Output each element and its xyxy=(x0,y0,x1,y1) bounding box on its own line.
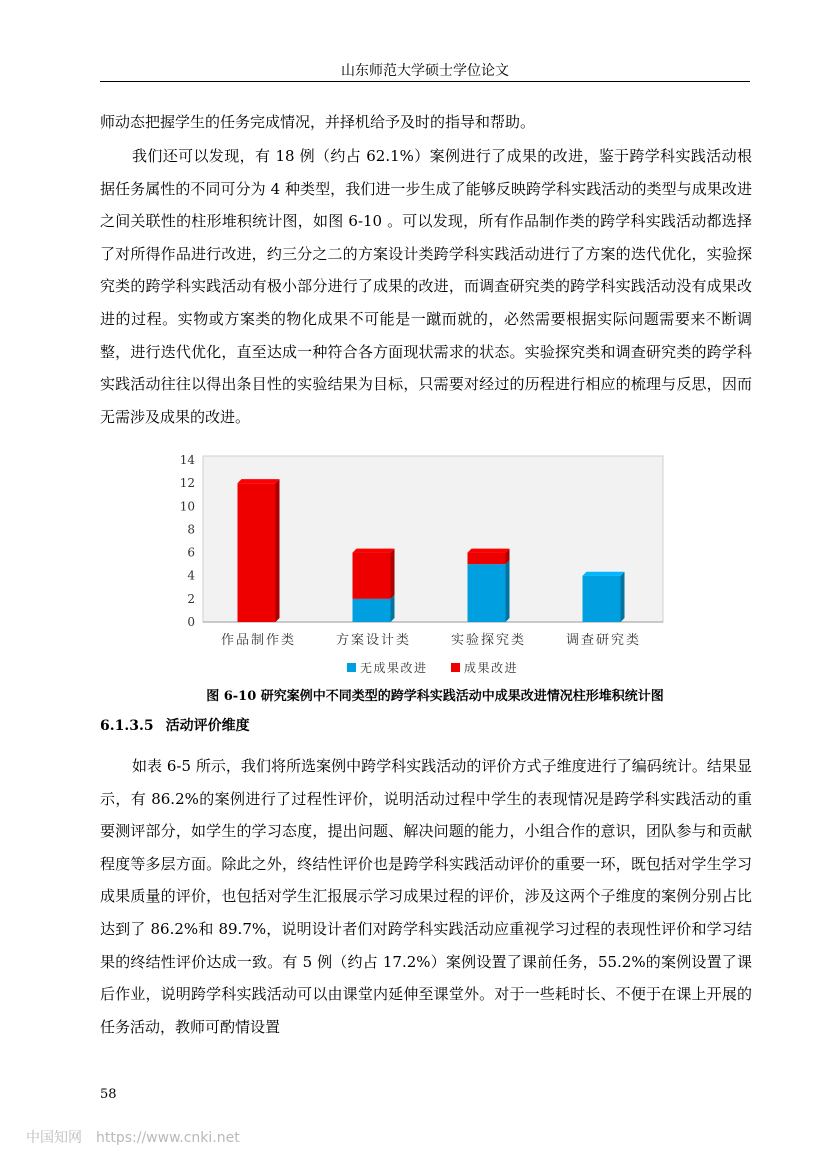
paragraph-2: 我们还可以发现，有 18 例（约占 62.1%）案例进行了成果的改进，鉴于跨学科实践活动根据任务属性的不同可分为 4 种类型，我们进一步生成了能够反映跨学科实践活动的类型与成果改进之间关联性的柱形堆积统计图，如图 6-10 。可以发现，所有作品制作类的跨学科实践活动都选择了对所得作品进行改进，约三分之二的方案设计类跨学科实践活动进行了方案的迭代优化，实验探究类的跨学科实践活动有极小部分进行了成果的改进，而调查研究类的跨学科实践活动没有成果改进的过程。实物或方案类的物化成果不可能是一蹴而就的，必然需要根据实际问题需要来不断调整，进行迭代优化，直至达成一种符合各方面现状需求的状态。实验探究类和调查研究类的跨学科实践活动往往以得出条目性的实验结果为目标，只需要对经过的历程进行相应的梳理与反思，因而无需涉及成果的改进。 xyxy=(100,147,752,426)
bar-segment-side xyxy=(391,549,395,599)
bar-segment xyxy=(353,599,391,622)
page-number: 58 xyxy=(100,1087,117,1102)
y-tick-label: 2 xyxy=(187,591,195,606)
y-tick-label: 14 xyxy=(179,453,195,467)
bar-segment xyxy=(468,553,506,565)
bar-segment-top xyxy=(238,479,280,483)
paragraph-3: 如表 6-5 所示，我们将所选案例中跨学科实践活动的评价方式子维度进行了编码统计。结果显示，有 86.2%的案例进行了过程性评价，说明活动过程中学生的表现情况是跨学科实践活动的重要测评部分，如学生的学习态度，提出问题、解决问题的能力，小组合作的意识，团队参与和贡献程度等多层方面。除此之外，终结性评价也是跨学科实践活动评价的重要一环，既包括对学生学习成果质量的评价，也包括对学生汇报展示学习成果过程的评价，涉及这两个子维度的案例分别占比达到了 86.2%和 89.7%，说明设计者们对跨学科实践活动应重视学习过程的表现性评价和学习结果的终结性评价达成一致。有 5 例（约占 17.2%）案例设置了课前任务，55.2%的案例设置了课后作业，说明跨学科实践活动可以由课堂内延伸至课堂外。对于一些耗时长、不便于在课上开展的任务活动，教师可酌情设置 xyxy=(100,757,752,1036)
section-heading xyxy=(100,716,250,736)
bar-segment-side xyxy=(276,479,280,622)
x-tick-label: 实验探究类 xyxy=(450,633,527,648)
bar-segment-side xyxy=(391,595,395,622)
legend-label: 成果改进 xyxy=(464,661,519,675)
figure-caption: 图 6-10 研究案例中不同类型的跨学科实践活动中成果改进情况柱形堆积统计图 xyxy=(206,689,664,704)
bar-segment xyxy=(583,576,621,622)
bar-segment xyxy=(468,564,506,622)
bar-segment-top xyxy=(353,549,395,553)
watermark-brand: 中国知网 xyxy=(26,1130,82,1146)
x-tick-label: 方案设计类 xyxy=(335,633,412,648)
legend-swatch xyxy=(347,663,356,672)
paragraph-1: 师动态把握学生的任务完成情况，并择机给予及时的指导和帮助。 xyxy=(100,113,536,131)
y-tick-label: 12 xyxy=(179,476,195,491)
y-tick-label: 0 xyxy=(187,615,195,629)
bar-segment-side xyxy=(621,572,625,622)
y-tick-label: 10 xyxy=(179,499,195,514)
legend xyxy=(347,660,518,675)
y-tick-label: 6 xyxy=(187,545,195,560)
bar-segment xyxy=(353,553,391,599)
y-tick-label: 8 xyxy=(187,522,195,537)
legend-swatch xyxy=(451,663,460,672)
running-header: 山东师范大学硕士学位论文 xyxy=(341,63,509,79)
stacked-bar-chart xyxy=(175,450,675,686)
y-tick-label: 4 xyxy=(187,568,195,583)
y-ticks-layer xyxy=(180,453,196,629)
bar-segment-top xyxy=(468,549,510,553)
section-title: 活动评价维度 xyxy=(165,718,250,734)
header-rule xyxy=(100,81,750,82)
x-tick-label: 调查研究类 xyxy=(565,633,642,648)
bar-segment-top xyxy=(583,572,625,576)
legend-label: 无成果改进 xyxy=(360,661,428,675)
bar-segment xyxy=(238,483,276,622)
x-tick-label: 作品制作类 xyxy=(220,633,297,648)
bar-segment-side xyxy=(506,560,510,622)
x-ticks-layer xyxy=(221,632,641,648)
watermark-url: https://www.cnki.net xyxy=(96,1130,240,1146)
section-number: 6.1.3.5 xyxy=(100,718,154,734)
cnki-watermark xyxy=(26,1127,240,1147)
